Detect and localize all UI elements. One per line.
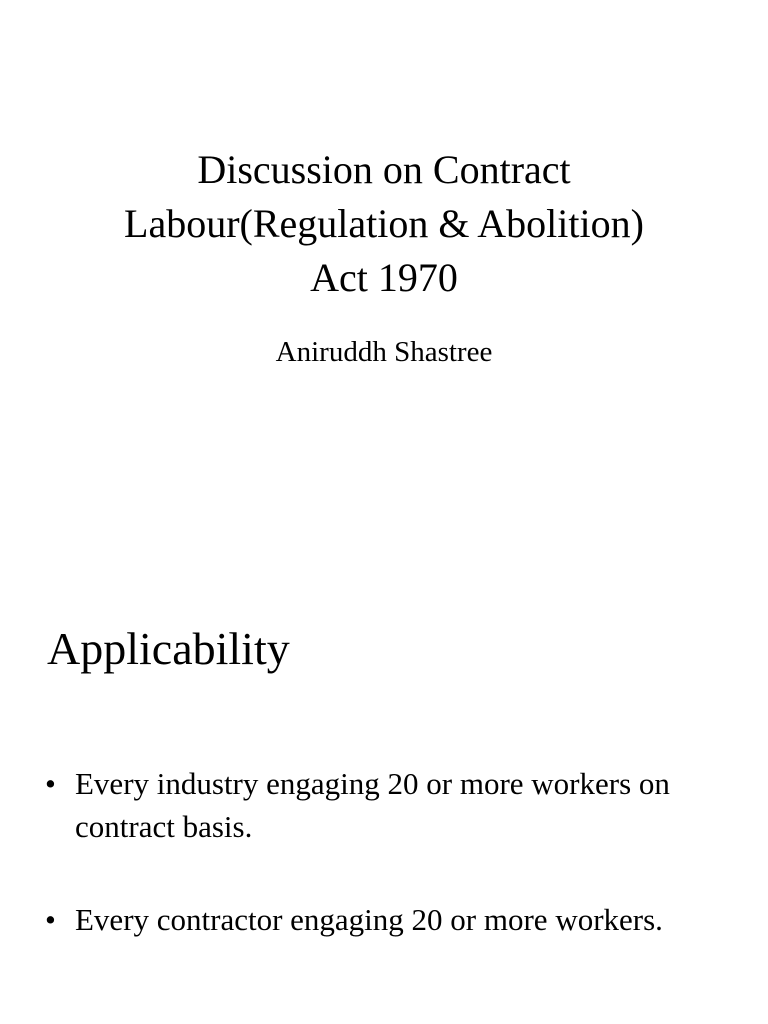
bullet-list bbox=[45, 762, 725, 991]
bullet-icon: • bbox=[45, 766, 56, 801]
title-line-1: Discussion on Contract bbox=[197, 147, 571, 192]
author-name: Aniruddh Shastree bbox=[275, 336, 493, 368]
title-line-3: Act 1970 bbox=[310, 255, 458, 300]
bullet-text-1: Every industry engaging 20 or more workers on contract basis. bbox=[75, 766, 670, 844]
bullet-item-1 bbox=[45, 762, 725, 848]
bullet-text-2: Every contractor engaging 20 or more workers. bbox=[75, 902, 663, 937]
bullet-icon: • bbox=[45, 902, 56, 937]
title-line-2: Labour(Regulation & Abolition) bbox=[124, 201, 644, 246]
applicability-slide bbox=[0, 512, 768, 1024]
bullet-item-2 bbox=[45, 898, 725, 941]
slide-title bbox=[40, 143, 728, 305]
slide-heading: Applicability bbox=[47, 623, 290, 674]
